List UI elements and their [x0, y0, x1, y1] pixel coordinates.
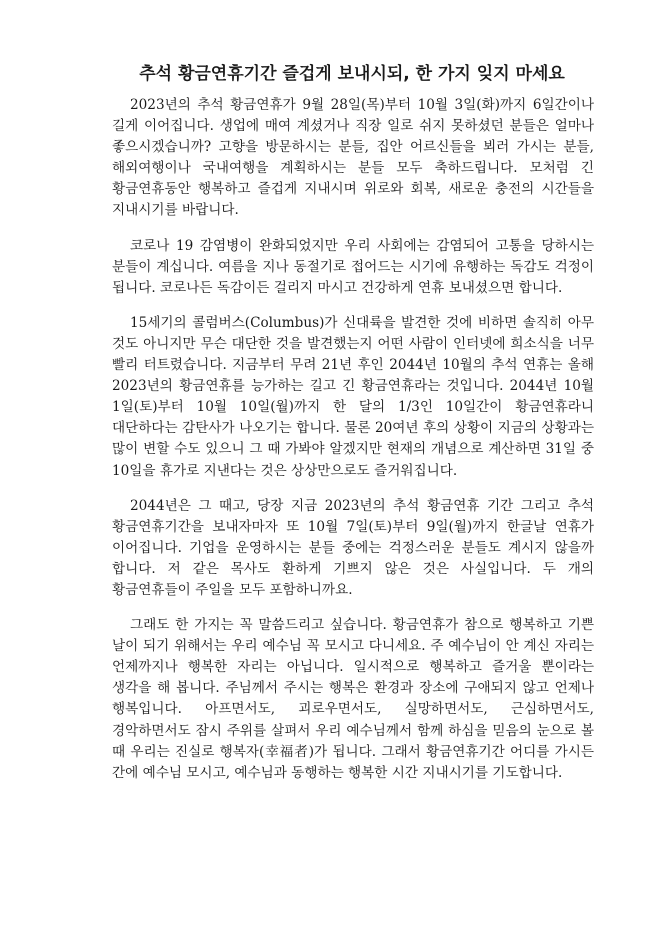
paragraph-4: 2044년은 그 때고, 당장 지금 2023년의 추석 황금연휴 기간 그리고 추석 황금연휴기간을 보내자마자 또 10월 7일(토)부터 9일(월)까지 한글날 연휴가 이어집니다. 기업을 운영하시는 분들 중에는 걱정스러운 분들도 계시지 않을까 합니다. 저 같은 목사도 환하게 기쁘지 않은 것은 사실입니다. 두 개의 황금연휴들이 주일을 모두 포함하니까요. [112, 497, 594, 598]
paragraph-3: 15세기의 콜럼버스(Columbus)가 신대륙을 발견한 것에 비하면 솔직히 아무 것도 아니지만 무슨 대단한 것을 발견했는지 어떤 사람이 인터넷에 희소식을 너무 빨리 터트렸습니다. 지금부터 무려 21년 후인 2044년 10월의 추석 연휴는 올해 2023년의 황금연휴를 능가하는 길고 긴 황금연휴라는 것입니다. 2044년 10월 1일(토)부터 10월 10일(월)까지 한 달의 1/3인 10일간이 황금연휴라니 대단하다는 감탄사가 나오기는 합니다. 물론 20여년 후의 상황이 지금의 상황과는 많이 변할 수도 있으니 그 때 가봐야 알겠지만 현재의 개념으로 계산하면 31일 중 10일을 휴가로 지낸다는 것은 상상만으로도 즐거워집니다. [112, 314, 594, 479]
document-title: 추석 황금연휴기간 즐겁게 보내시되, 한 가지 잊지 마세요 [139, 64, 565, 84]
paragraph-5: 그래도 한 가지는 꼭 말씀드리고 싶습니다. 황금연휴가 참으로 행복하고 기쁜 날이 되기 위해서는 우리 예수님 꼭 모시고 다니세요. 주 예수님이 안 계신 자리는 언제까지나 행복한 자리는 아닙니다. 일시적으로 행복하고 즐거울 뿐이라는 생각을 해 봅니다. 주님께서 주시는 행복은 환경과 장소에 구애되지 않고 언제나 행복입니다. 아프면서도, 괴로우면서도, 실망하면서도, 근심하면서도, 경악하면서도 잠시 주위를 살펴서 우리 예수님께서 함께 하심을 믿음의 눈으로 볼 때 우리는 진실로 행복자(幸福者)가 됩니다. 그래서 황금연휴기간 어디를 가시든 간에 예수님 모시고, 예수님과 동행하는 행복한 시간 지내시기를 기도합니다. [112, 617, 594, 781]
paragraph-2: 코로나 19 감염병이 완화되었지만 우리 사회에는 감염되어 고통을 당하시는 분들이 계십니다. 여름을 지나 동절기로 접어드는 시기에 유행하는 독감도 걱정이 됩니다. 코로나든 독감이든 걸리지 마시고 건강하게 연휴 보내셨으면 합니다. [112, 237, 594, 296]
paragraph-1: 2023년의 추석 황금연휴가 9월 28일(목)부터 10월 3일(화)까지 6일간이나 길게 이어집니다. 생업에 매여 계셨거나 직장 일로 쉬지 못하셨던 분들은 얼마나 좋으시겠습니까? 고향을 방문하시는 분들, 집안 어르신들을 뵈러 가시는 분들, 해외여행이나 국내여행을 계획하시는 분들 모두 축하드립니다. 모처럼 긴 황금연휴동안 행복하고 즐겁게 지내시며 위로와 회복, 새로운 충전의 시간들을 지내시기를 바랍니다. [112, 97, 594, 219]
